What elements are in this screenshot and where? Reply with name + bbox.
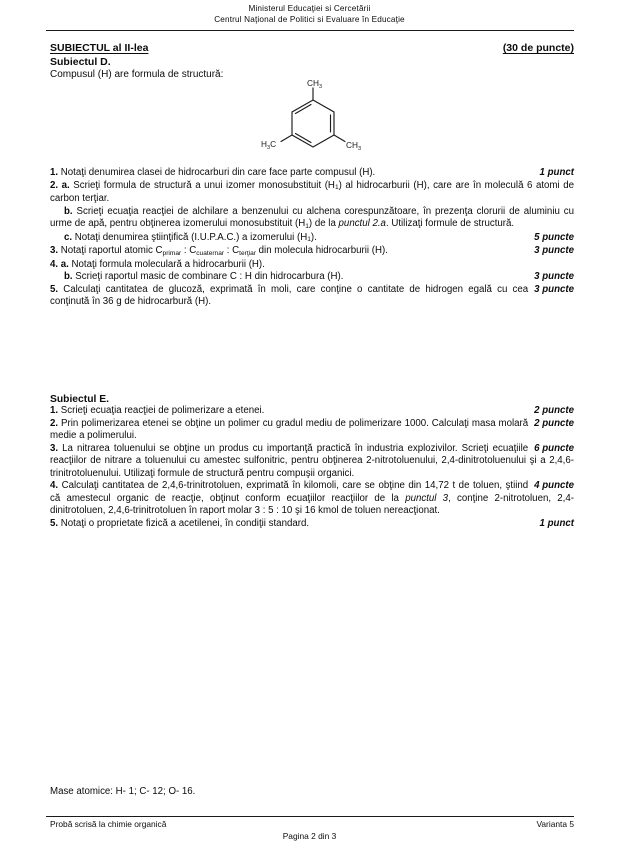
question-d3-sub-tertiar: terţiar bbox=[239, 249, 256, 257]
question-e5-number: 5. bbox=[50, 517, 59, 529]
question-d4a bbox=[50, 259, 574, 272]
document-header bbox=[0, 4, 619, 25]
question-e1-text: Scrieţi ecuaţia reacţiei de polimerizare a etenei. bbox=[58, 405, 265, 416]
question-d5-points: 3 puncte bbox=[534, 283, 574, 295]
question-d5 bbox=[50, 284, 574, 309]
question-d5-number: 5. bbox=[50, 283, 59, 295]
question-d2a-number: 2. a. bbox=[50, 179, 70, 191]
subject-title: SUBIECTUL al II-lea bbox=[50, 42, 149, 54]
subject-heading bbox=[50, 42, 574, 54]
question-e4-ref: punctul 3 bbox=[405, 492, 449, 504]
question-e4-number: 4. bbox=[50, 480, 59, 492]
question-e5-text: Notaţi o proprietate fizică a acetilenei, în condiţii standard. bbox=[58, 517, 310, 529]
question-e1-points: 2 puncte bbox=[534, 405, 574, 416]
footer-left-label: Probă scrisă la chimie organică bbox=[50, 819, 167, 829]
question-e4 bbox=[50, 480, 574, 518]
label-top-ch3: $CH_3$ bbox=[307, 78, 323, 90]
question-d5-text: Calculaţi cantitatea de glucoză, exprimată în moli, care conţine o cantitate de hidrogen egală cu cea conţinută în 36 g de hidrocarbură (H). bbox=[50, 283, 529, 308]
question-d3-text-b: : C bbox=[181, 245, 197, 257]
question-d3-number: 3. bbox=[50, 245, 59, 257]
question-e4-points: 4 puncte bbox=[534, 480, 574, 492]
section-d-intro: Compusul (H) are formula de structură: bbox=[50, 69, 224, 80]
question-e3-points: 6 puncte bbox=[534, 442, 574, 454]
question-d3-points: 3 puncte bbox=[534, 245, 574, 257]
section-e-questions bbox=[50, 405, 574, 530]
question-d2b-number: b. bbox=[64, 205, 73, 217]
question-d2b-sub: 1 bbox=[305, 222, 309, 230]
question-d2b-text-a: Scrieţi ecuaţia reacţiei de alchilare a benzenului cu alchena corespunzătoare, în prezenţa clorurii de aluminiu cu urme de apă, pentru obţinerea izomerului monosubstituit (H bbox=[50, 205, 574, 230]
question-e4-text-a: Calculaţi cantitatea de 2,4,6-trinitrotoluen, exprimată în kilomoli, care se obţine din 14,72 t de toluen, ştiind că amestecul organic de reacţie, obţinut conform ecuaţiilor reacţiilor de la bbox=[50, 480, 529, 504]
question-e2-number: 2. bbox=[50, 417, 59, 429]
section-d-questions bbox=[50, 167, 574, 309]
question-d3-text-c: : C bbox=[224, 245, 240, 257]
header-divider bbox=[46, 30, 574, 31]
question-d2b-text-b: ) de la bbox=[308, 218, 339, 230]
question-d1-points: 1 punct bbox=[539, 167, 574, 178]
footer-page-number: Pagina 2 din 3 bbox=[282, 831, 337, 841]
question-d2b-ref: punctul 2.a bbox=[338, 218, 386, 230]
question-d2c bbox=[50, 232, 574, 246]
question-d3 bbox=[50, 245, 574, 259]
question-e2-text: Prin polimerizarea etenei se obţine un polimer cu gradul mediu de polimerizare 1000. Calculaţi masa molară medie a polimerului. bbox=[50, 417, 529, 442]
question-d3-text-a: Notaţi raportul atomic C bbox=[58, 245, 163, 257]
question-d4a-number: 4. a. bbox=[50, 258, 69, 270]
question-e5-points: 1 punct bbox=[539, 517, 574, 529]
question-d2a-text-b: ) al hidrocarburii (H), care are în moleculă 6 atomi de carbon terţiar. bbox=[50, 179, 574, 205]
question-d4b-text: Scrieţi raportul masic de combinare C : H din hidrocarbura (H). bbox=[72, 271, 344, 283]
question-d4b-points: 3 puncte bbox=[534, 271, 574, 283]
section-e-title: Subiectul E. bbox=[50, 394, 109, 405]
question-e1-number: 1. bbox=[50, 405, 59, 416]
section-d-title: Subiectul D. bbox=[50, 56, 111, 68]
page-footer bbox=[50, 819, 574, 830]
question-e4-text-b: , conţine 2-nitrotoluen, 2,4-dinitrotoluen, 2,4,6-trinitrotoluen în raport molar 3 : 5 : 10 şi 16 kmol de toluen nereacţionat. bbox=[50, 492, 574, 517]
ministry-line-2: Centrul Naţional de Politici si Evaluare în Educaţie bbox=[214, 14, 405, 24]
question-d2c-text-a: Notaţi denumirea ştiinţifică (I.U.P.A.C.) a izomerului (H bbox=[72, 231, 308, 243]
question-d3-sub-cuaternar: cuaternar bbox=[196, 249, 225, 257]
question-d3-sub-primar: primar bbox=[162, 249, 182, 257]
question-d2a-sub: 1 bbox=[334, 183, 339, 191]
ministry-line-1: Ministerul Educaţiei si Cercetării bbox=[248, 4, 371, 13]
question-e5 bbox=[50, 518, 574, 531]
question-d1-number: 1. bbox=[50, 167, 59, 178]
question-d1-text: Notaţi denumirea clasei de hidrocarburi din care face parte compusul (H). bbox=[58, 167, 376, 178]
question-d4b bbox=[50, 271, 574, 284]
question-d3-text-d: din molecula hidrocarburii (H). bbox=[255, 245, 388, 257]
question-d4b-number: b. bbox=[64, 271, 73, 283]
footer-divider bbox=[46, 816, 574, 817]
question-e3-number: 3. bbox=[50, 442, 59, 454]
question-e1 bbox=[50, 405, 574, 418]
question-e2 bbox=[50, 418, 574, 443]
subject-points: (30 de puncte) bbox=[502, 42, 574, 54]
question-d2c-points: 5 puncte bbox=[534, 231, 574, 243]
question-d2a bbox=[50, 180, 574, 206]
label-left-h3c: $H_3C$ bbox=[261, 139, 277, 151]
mesitylene-structure bbox=[243, 78, 383, 156]
question-d2b-text-c: . Utilizaţi formule de structură. bbox=[385, 218, 515, 230]
question-d4a-text: Notaţi formula moleculară a hidrocarburii (H). bbox=[68, 258, 265, 270]
question-e3-text: La nitrarea toluenului se obţine un produs cu importanţă practică în industria explozivilor. Scrieţi ecuaţiile reacţiilor de nitrare a toluenului cu amestec sulfonitric, pentru obţinerea 2-nitrotoluenului, 2,4-dinitrotoluenului şi a 2,4,6-trinitrotoluenului. Utilizaţi formule de structură pentru compuşii organici. bbox=[50, 442, 574, 479]
question-d2b bbox=[50, 206, 574, 232]
question-d2a-text-a: Scrieţi formula de structură a unui izomer monosubstituit (H bbox=[69, 179, 335, 191]
label-right-ch3: $CH_3$ bbox=[346, 140, 362, 152]
question-e3 bbox=[50, 443, 574, 481]
atomic-masses-note: Mase atomice: H- 1; C- 12; O- 16. bbox=[50, 786, 196, 797]
question-e2-points: 2 puncte bbox=[534, 417, 574, 429]
footer-right-label: Varianta 5 bbox=[536, 819, 574, 829]
question-d1 bbox=[50, 167, 574, 180]
question-d2c-text-b: ). bbox=[310, 231, 317, 243]
question-d2c-number: c. bbox=[64, 231, 73, 243]
question-d2c-sub: 1 bbox=[307, 236, 311, 244]
